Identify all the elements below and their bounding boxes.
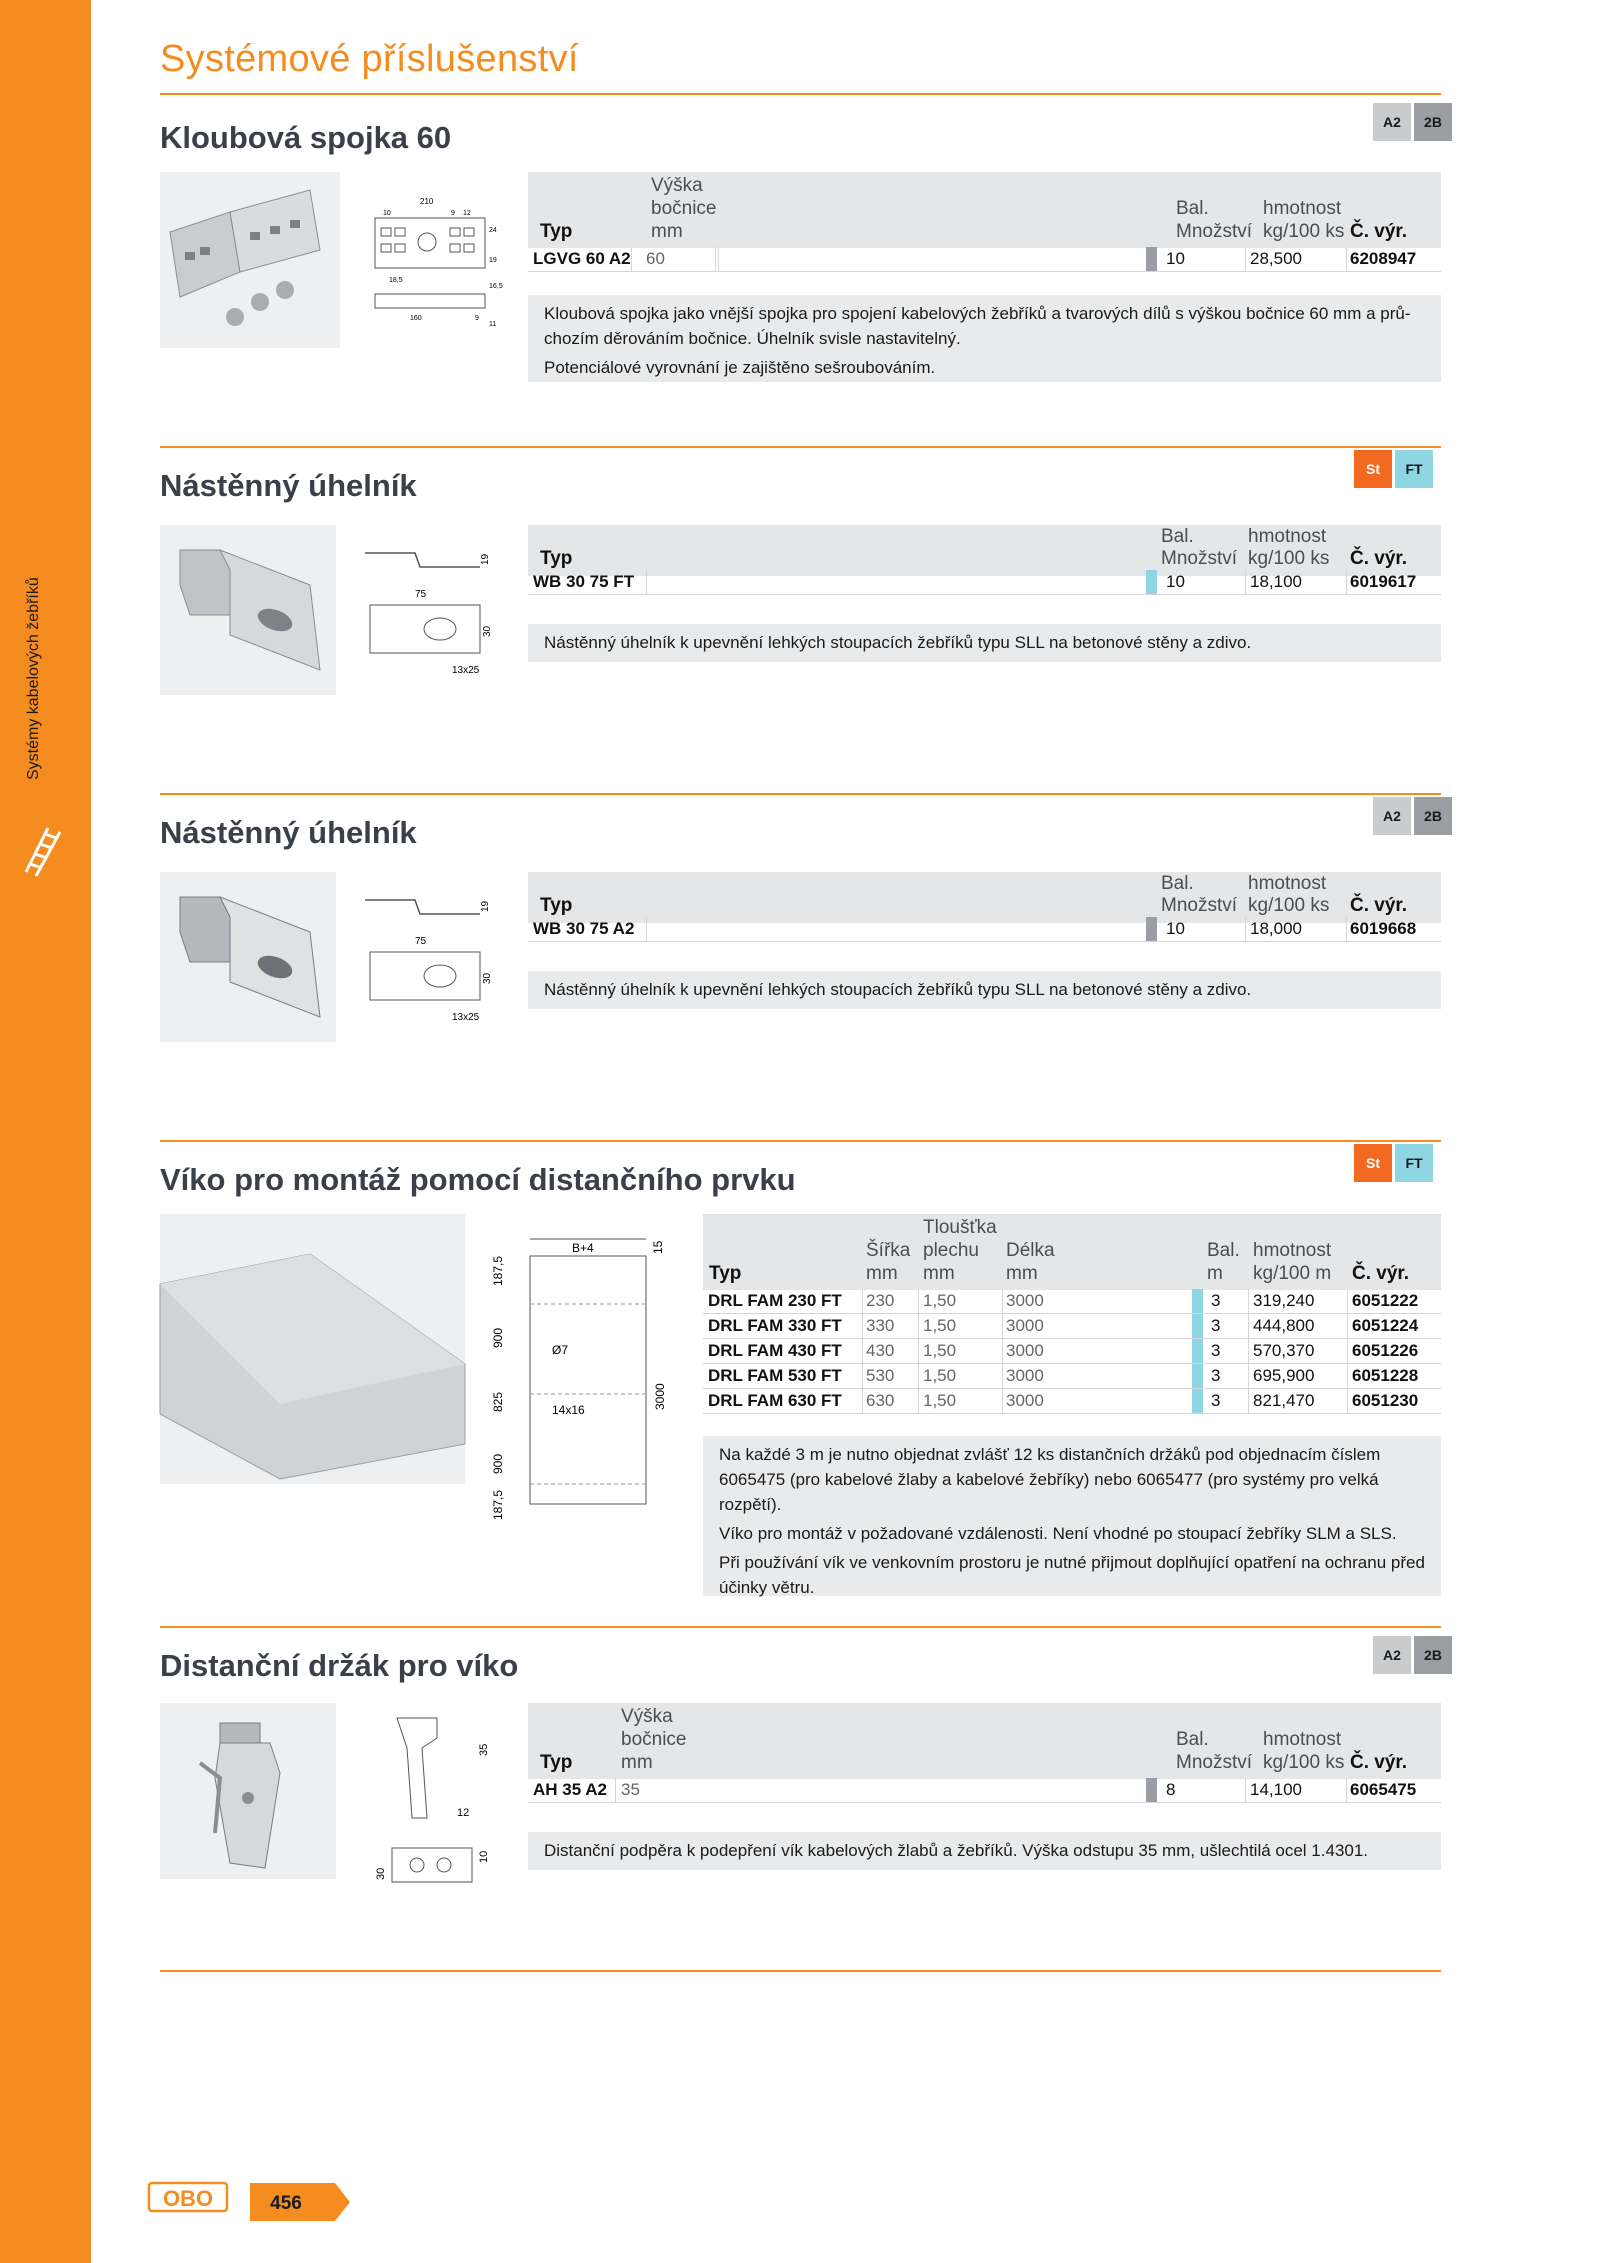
material-badge: St — [1354, 1144, 1392, 1182]
svg-text:10: 10 — [478, 1850, 490, 1863]
finish-badge: 2B — [1414, 1636, 1452, 1674]
sidebar-label: Systémy kabelových žebříků — [25, 577, 42, 780]
sidebar — [0, 0, 91, 2263]
finish-badge: 2B — [1414, 103, 1452, 141]
svg-text:Ø7: Ø7 — [552, 1343, 569, 1357]
svg-text:13x25: 13x25 — [452, 1012, 480, 1023]
technical-drawing — [480, 1224, 680, 1524]
table-row: DRL FAM 630 FT 630 1,50 3000 3 821,470 6051230 — [703, 1389, 1441, 1413]
finish-badge: FT — [1395, 1144, 1433, 1182]
svg-text:900: 900 — [491, 1327, 505, 1348]
svg-text:160: 160 — [410, 315, 422, 322]
section-title: Distanční držák pro víko — [160, 1648, 519, 1683]
section-title: Víko pro montáž pomocí distančního prvku — [160, 1162, 796, 1197]
table-header: Typ Výška bočnice mm Bal. Množství hmotnost kg/100 ks Č. výr. — [528, 172, 1441, 248]
svg-text:10: 10 — [383, 210, 391, 217]
svg-text:9: 9 — [475, 315, 479, 322]
title-rule — [160, 93, 1441, 95]
material-badge: A2 — [1373, 103, 1411, 141]
svg-text:30: 30 — [482, 972, 493, 984]
svg-text:16,5: 16,5 — [489, 283, 503, 290]
finish-bar — [1146, 247, 1157, 271]
page-number: 456 — [270, 2193, 302, 2214]
table-row: LGVG 60 A2 60 10 28,500 6208947 — [528, 247, 1441, 271]
svg-text:75: 75 — [415, 936, 427, 947]
dim-label: 210 — [420, 197, 434, 206]
svg-text:19: 19 — [480, 900, 491, 912]
svg-text:900: 900 — [491, 1453, 505, 1474]
technical-drawing — [362, 1708, 502, 1888]
product-photo — [160, 1703, 336, 1879]
svg-text:187,5: 187,5 — [491, 1489, 505, 1520]
svg-text:3000: 3000 — [653, 1383, 667, 1410]
finish-bar — [1146, 1778, 1157, 1802]
table-row: DRL FAM 430 FT 430 1,50 3000 3 570,370 6051226 — [703, 1339, 1441, 1363]
table-header: Typ Šířka mm Tloušťka plechu mm Délka mm Bal. m hmotnost kg/100 m Č. výr. — [703, 1214, 1441, 1290]
svg-text:19: 19 — [480, 553, 491, 565]
description: Nástěnný úhelník k upevnění lehkých stoupacích žebříků typu SLL na betonové stěny a zdivo. — [528, 624, 1441, 662]
product-photo — [160, 172, 340, 348]
section-rule — [160, 1140, 1441, 1142]
svg-text:9: 9 — [451, 210, 455, 217]
finish-bar — [1146, 917, 1157, 941]
material-badge: A2 — [1373, 797, 1411, 835]
table-header: Typ Bal. Množství hmotnost kg/100 ks Č. výr. — [528, 872, 1441, 923]
svg-text:12: 12 — [457, 1807, 470, 1819]
section-title: Kloubová spojka 60 — [160, 120, 452, 155]
svg-text:18,5: 18,5 — [389, 277, 403, 284]
svg-text:OBO: OBO — [162, 2186, 214, 2211]
svg-text:11: 11 — [489, 321, 497, 328]
section-rule — [160, 446, 1441, 448]
page-title: Systémové příslušenství — [160, 38, 579, 80]
section-title: Nástěnný úhelník — [160, 468, 417, 503]
table-row: AH 35 A2 35 8 14,100 6065475 — [528, 1778, 1441, 1802]
svg-text:13x25: 13x25 — [452, 665, 480, 676]
svg-text:24: 24 — [489, 227, 497, 234]
table-row: DRL FAM 330 FT 330 1,50 3000 3 444,800 6051224 — [703, 1314, 1441, 1338]
svg-text:30: 30 — [482, 625, 493, 637]
description: Distanční podpěra k podepření vík kabelových žlabů a žebříků. Výška odstupu 35 mm, ušlechtilá ocel 1.4301. — [528, 1832, 1441, 1870]
svg-text:187,5: 187,5 — [491, 1255, 505, 1286]
material-badge: St — [1354, 450, 1392, 488]
table-row: WB 30 75 FT 10 18,100 6019617 — [528, 570, 1441, 594]
page-number-tab — [250, 2183, 350, 2221]
section-title: Nástěnný úhelník — [160, 815, 417, 850]
description: Na každé 3 m je nutno objednat zvlášť 12 ks distančních držáků pod objednacím číslem 6065475 (pro kabelové žlaby a kabelové žebříky) nebo 6065477 (pro systémy pro velká rozpětí). Víko pro montáž v požadované vzdálenosti. Není vhodné po stoupací žebříky SLM a SLS. Při používání vík ve venkovním prostoru je nutné přijmout doplňující opatření na ochranu před účinky větru. — [703, 1436, 1441, 1596]
product-photo — [160, 525, 336, 695]
svg-text:12: 12 — [463, 210, 471, 217]
finish-bar — [1146, 570, 1157, 594]
finish-badge: FT — [1395, 450, 1433, 488]
table-header: Typ Výška bočnice mm Bal. Množství hmotnost kg/100 ks Č. výr. — [528, 1703, 1441, 1779]
section-rule — [160, 793, 1441, 795]
svg-text:30: 30 — [375, 1867, 387, 1880]
table-row: DRL FAM 530 FT 530 1,50 3000 3 695,900 6051228 — [703, 1364, 1441, 1388]
table-row: WB 30 75 A2 10 18,000 6019668 — [528, 917, 1441, 941]
svg-text:35: 35 — [478, 1743, 490, 1756]
description: Nástěnný úhelník k upevnění lehkých stoupacích žebříků typu SLL na betonové stěny a zdivo. — [528, 971, 1441, 1009]
technical-drawing — [360, 545, 500, 685]
description: Kloubová spojka jako vnější spojka pro spojení kabelových žebříků a tvarových dílů s výškou bočnice 60 mm a prů-chozím děrováním bočnice. Úhelník svisle nastavitelný. Potenciálové vyrovnání je zajištěno sešroubováním. — [528, 295, 1441, 382]
section-rule — [160, 1970, 1441, 1972]
svg-text:B+4: B+4 — [572, 1241, 594, 1255]
svg-text:825: 825 — [491, 1391, 505, 1412]
product-photo — [160, 1214, 465, 1484]
material-badge: A2 — [1373, 1636, 1411, 1674]
col-type: Typ — [540, 221, 573, 242]
table-row: DRL FAM 230 FT 230 1,50 3000 3 319,240 6051222 — [703, 1289, 1441, 1313]
product-photo — [160, 872, 336, 1042]
ladder-icon — [18, 820, 68, 880]
svg-text:15: 15 — [651, 1240, 665, 1254]
svg-text:75: 75 — [415, 589, 427, 600]
svg-text:14x16: 14x16 — [552, 1403, 585, 1417]
finish-badge: 2B — [1414, 797, 1452, 835]
technical-drawing — [365, 192, 503, 332]
table-header: Typ Bal. Množství hmotnost kg/100 ks Č. výr. — [528, 525, 1441, 576]
technical-drawing — [360, 892, 500, 1032]
obo-logo — [148, 2180, 228, 2214]
svg-text:19: 19 — [489, 257, 497, 264]
section-rule — [160, 1626, 1441, 1628]
